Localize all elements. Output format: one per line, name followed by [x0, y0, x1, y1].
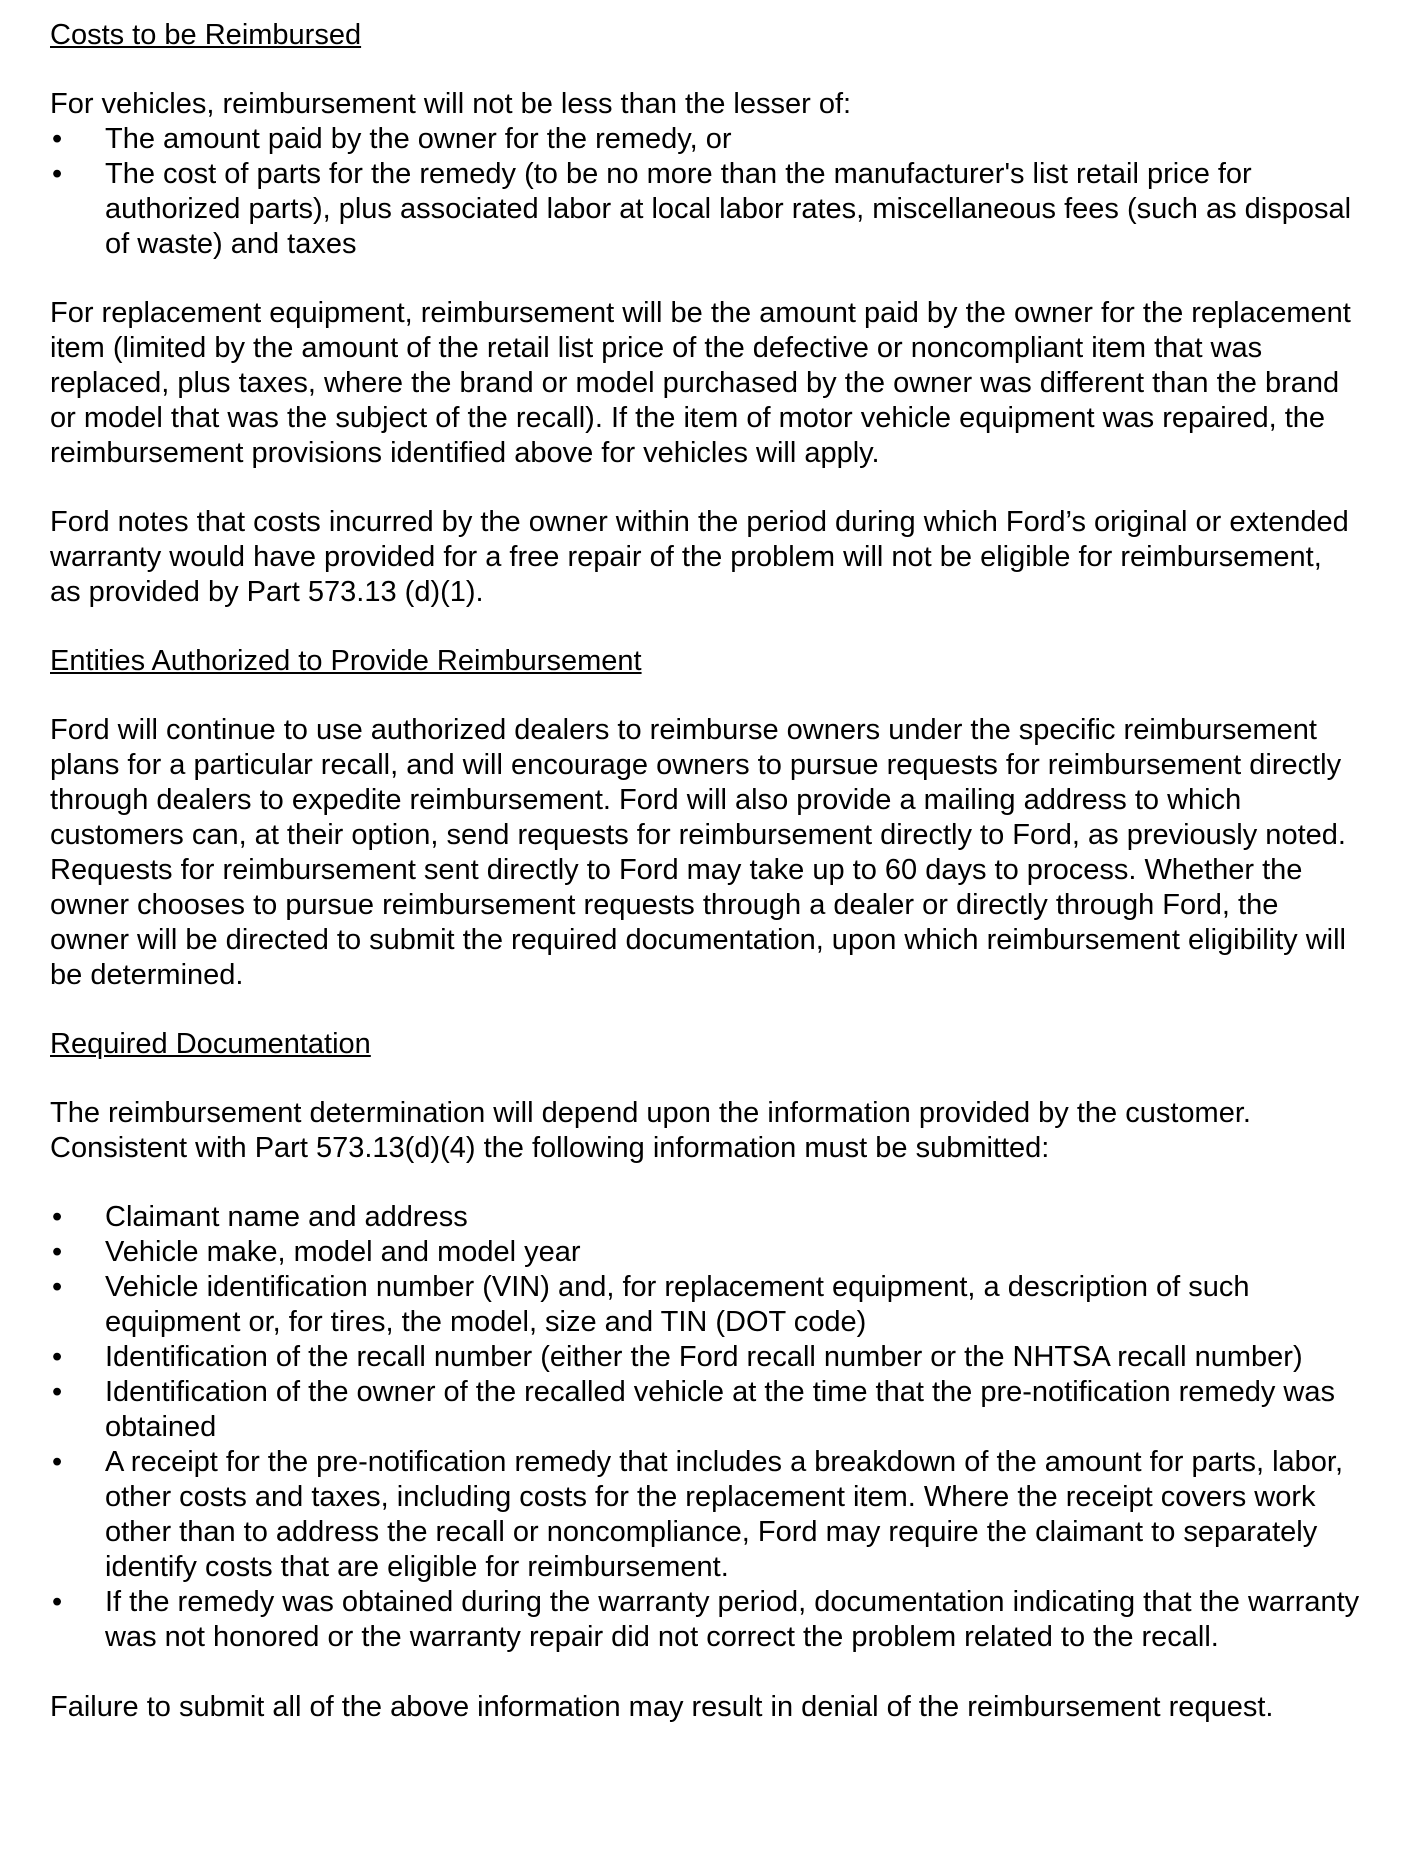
replacement-paragraph: For replacement equipment, reimbursement will be the amount paid by the owner for the replacement item (limited by the amount of the retail list price of the defective or noncompliant item that was replaced, plus taxes, where the brand or model purchased by the owner was different than the brand or model that was the subject of the recall). If the item of motor vehicle equipment was repaired, the reimbursement provisions identified above for vehicles will apply. — [50, 297, 1351, 469]
section-heading-documentation: Required Documentation — [50, 1028, 371, 1060]
documentation-bullet-list — [50, 1200, 1360, 1655]
list-item: • The cost of parts for the remedy (to be no more than the manufacturer's list retail price for authorized parts), plus associated labor at local labor rates, miscellaneous fees (such as disposal of waste) and taxes — [50, 157, 1360, 262]
list-item: • The amount paid by the owner for the remedy, or — [50, 122, 1360, 157]
closing-statement: Failure to submit all of the above information may result in denial of the reimbursement request. — [50, 1691, 1274, 1723]
section-heading-entities: Entities Authorized to Provide Reimbursement — [50, 645, 642, 677]
section-heading-costs: Costs to be Reimbursed — [50, 19, 362, 51]
list-item: • Identification of the owner of the recalled vehicle at the time that the pre-notification remedy was obtained — [50, 1375, 1360, 1445]
list-item: • A receipt for the pre-notification remedy that includes a breakdown of the amount for parts, labor, other costs and taxes, including costs for the replacement item. Where the receipt covers work other than to address the recall or noncompliance, Ford may require the claimant to separately identify costs that are eligible for reimbursement. — [50, 1445, 1360, 1585]
document-page — [50, 18, 1360, 1759]
list-item: • Vehicle identification number (VIN) and, for replacement equipment, a description of such equipment or, for tires, the model, size and TIN (DOT code) — [50, 1270, 1360, 1340]
list-item: • Claimant name and address — [50, 1200, 1360, 1235]
list-item: • Vehicle make, model and model year — [50, 1235, 1360, 1270]
list-item: • If the remedy was obtained during the warranty period, documentation indicating that the warranty was not honored or the warranty repair did not correct the problem related to the recall. — [50, 1585, 1360, 1655]
costs-intro: For vehicles, reimbursement will not be less than the lesser of: — [50, 88, 852, 120]
documentation-intro: The reimbursement determination will depend upon the information provided by the customer. Consistent with Part 573.13(d)(4) the following information must be submitted: — [50, 1097, 1251, 1164]
costs-bullet-list — [50, 122, 1360, 262]
warranty-paragraph: Ford notes that costs incurred by the owner within the period during which Ford’s original or extended warranty would have provided for a free repair of the problem will not be eligible for reimbursement, as provided by Part 573.13 (d)(1). — [50, 506, 1349, 608]
list-item: • Identification of the recall number (either the Ford recall number or the NHTSA recall number) — [50, 1340, 1360, 1375]
entities-paragraph: Ford will continue to use authorized dealers to reimburse owners under the specific reimbursement plans for a particular recall, and will encourage owners to pursue requests for reimbursement directly through dealers to expedite reimbursement. Ford will also provide a mailing address to which customers can, at their option, send requests for reimbursement directly to Ford, as previously noted. Requests for reimbursement sent directly to Ford may take up to 60 days to process. Whether the owner chooses to pursue reimbursement requests through a dealer or directly through Ford, the owner will be directed to submit the required documentation, upon which reimbursement eligibility will be determined. — [50, 714, 1346, 991]
